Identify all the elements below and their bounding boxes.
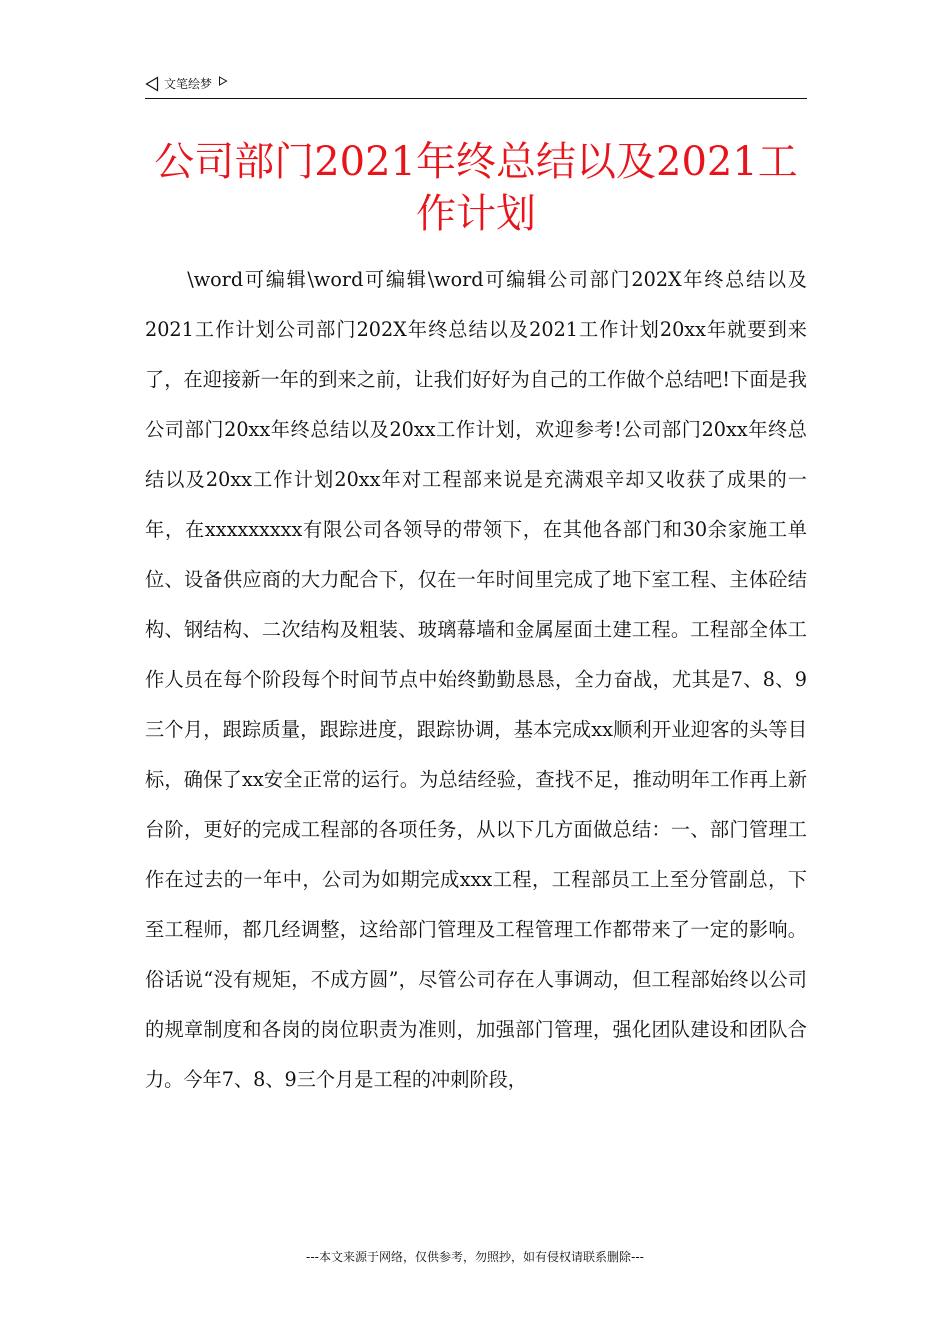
page-header	[145, 74, 807, 99]
page-footer: ---本文来源于网络，仅供参考，勿照抄，如有侵权请联系删除---	[306, 1250, 644, 1264]
document-body: \word可编辑\word可编辑\word可编辑公司部门202X年终总结以及2021工作计划公司部门202X年终总结以及2021工作计划20xx年就要到来了，在迎接新一年的到来之前，让我们好好为自己的工作做个总结吧!下面是我公司部门20xx年终总结以及20xx工作计划，欢迎参考!公司部门20xx年终总结以及20xx工作计划20xx年对工程部来说是充满艰辛却又收获了成果的一年，在xxxxxxxxx有限公司各领导的带领下，在其他各部门和30余家施工单位、设备供应商的大力配合下，仅在一年时间里完成了地下室工程、主体砼结构、钢结构、二次结构及粗装、玻璃幕墙和金属屋面土建工程。工程部全体工作人员在每个阶段每个时间节点中始终勤勤恳恳，全力奋战，尤其是7、8、9三个月，跟踪质量，跟踪进度，跟踪协调，基本完成xx顺利开业迎客的头等目标，确保了xx安全正常的运行。为总结经验，查找不足，推动明年工作再上新台阶，更好的完成工程部的各项任务，从以下几方面做总结：一、部门管理工作在过去的一年中，公司为如期完成xxx工程，工程部员工上至分管副总，下至工程师，都几经调整，这给部门管理及工程管理工作都带来了一定的影响。俗话说“没有规矩，不成方圆”，尽管公司存在人事调动，但工程部始终以公司的规章制度和各岗的岗位职责为准则，加强部门管理，强化团队建设和团队合力。今年7、8、9三个月是工程的冲刺阶段，	[145, 268, 807, 1091]
document-title: 公司部门2021年终总结以及2021工作计划	[154, 139, 798, 237]
triangle-right-icon	[218, 76, 228, 86]
brand	[145, 75, 228, 92]
triangle-left-icon	[145, 76, 159, 92]
brand-name: 文笔绘梦	[164, 77, 213, 91]
